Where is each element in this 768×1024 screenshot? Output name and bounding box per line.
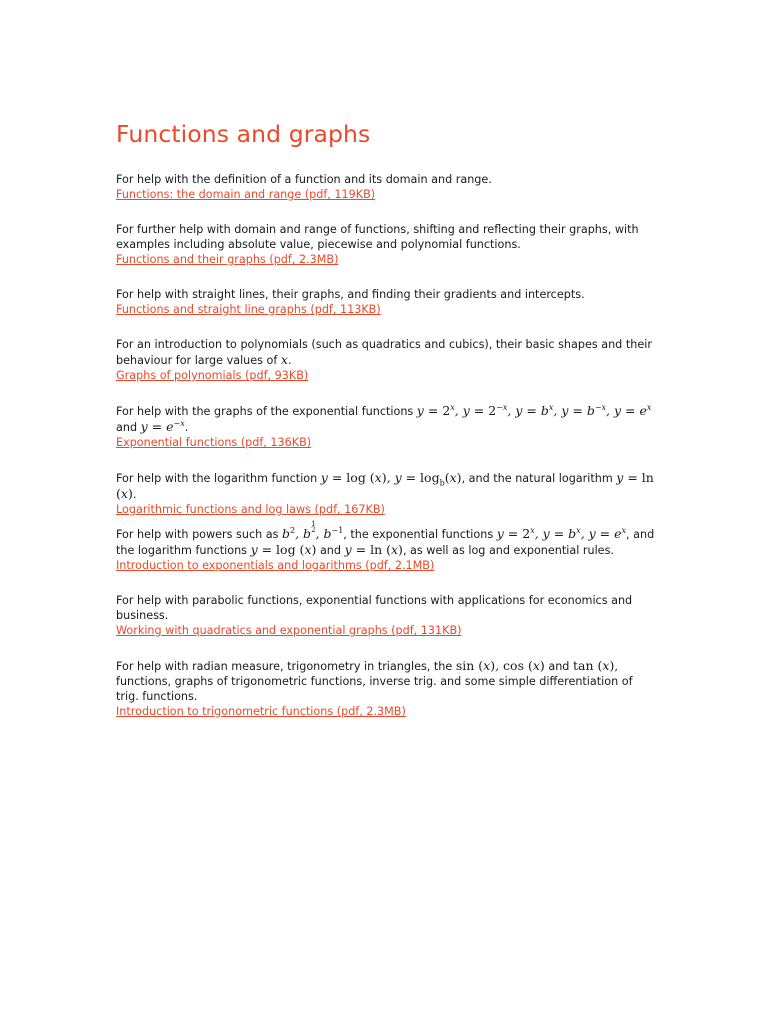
math-ln-function: y = ln (x) (344, 542, 403, 557)
resource-item-exponential (116, 403, 656, 450)
math-sin-cos: sin (x), cos (x) (455, 658, 545, 673)
resource-item-polynomials (116, 337, 656, 383)
description-text: For help with the graphs of the exponential functions (116, 405, 414, 418)
description-text: , as well as log and exponential rules. (402, 544, 614, 557)
resource-link-exponential[interactable]: Exponential functions (pdf, 136KB) (116, 436, 312, 449)
resource-description: For help with powers such as $b^2$, b1 2, $b^{-1}$, the exponential functions y = 2$^x$, $y = b^x$, $y = e^x$, and the logarithm functions y = log (x) and y = ln (x), as well as log and exponential rules. (116, 520, 655, 557)
description-text: For help with radian measure, trigonometry in triangles, the (116, 660, 453, 673)
resource-link-quadratics[interactable]: Working with quadratics and exponential graphs (pdf, 131KB) (116, 624, 462, 637)
page-title: Functions and graphs (116, 120, 371, 148)
resource-item-domain-range (116, 172, 656, 202)
description-text: and (319, 544, 342, 557)
document-page (116, 116, 656, 739)
math-exponentials: y = 2$^x$, $y = 2^{-x}$, $y = b^x$, $y = b^{-x}$, $y = e^x$ (416, 402, 652, 418)
math-tan: tan (x) (572, 658, 615, 673)
resource-description: For help with straight lines, their graphs, and finding their gradients and intercepts. (116, 288, 585, 301)
resource-description: For help with the graphs of the exponential functions y = 2$^x$, $y = 2^{-x}$, $y = b^x$, $y = b^{-x}$, $y = e^x$ and $y = e^{-x}$. (116, 402, 652, 434)
math-log: y = log (x), $y = \log_b(x)$ (320, 470, 462, 488)
description-text: , and the natural logarithm (461, 472, 613, 485)
math-e-neg-x: $y = e^{-x}$ (140, 418, 185, 434)
resource-item-logarithm (116, 470, 656, 517)
resource-link-trigonometry[interactable]: Introduction to trigonometric functions (pdf, 2.3MB) (116, 705, 406, 718)
resource-description: For an introduction to polynomials (such as quadratics and cubics), their basic shapes and their behaviour for large values of x. (116, 338, 652, 367)
resource-link-exp-log-intro[interactable]: Introduction to exponentials and logarithms (pdf, 2.1MB) (116, 559, 435, 572)
resource-link-domain-range[interactable]: Functions: the domain and range (pdf, 119KB) (116, 188, 376, 201)
math-log-functions: y = log (x) (250, 542, 317, 557)
resource-description: For help with the definition of a function and its domain and range. (116, 173, 492, 186)
resource-description: For further help with domain and range of functions, shifting and reflecting their graphs, with examples including absolute value, piecewise and polynomial functions. (116, 223, 639, 251)
resource-item-exp-log-intro (116, 521, 656, 573)
description-text: functions, graphs of trigonometric functions, inverse trig. and some simple differentiation of trig. functions. (116, 675, 633, 703)
description-text: and (548, 660, 570, 673)
math-powers: $b^2$, b1 2, $b^{-1}$ (282, 520, 344, 541)
resource-item-trigonometry (116, 658, 656, 719)
resource-link-logarithm[interactable]: Logarithmic functions and log laws (pdf, 167KB) (116, 503, 385, 516)
math-x: x (280, 352, 288, 367)
description-text: For help with powers such as (116, 528, 279, 541)
resource-description: For help with radian measure, trigonometry in triangles, the sin (x), cos (x) and tan (x), functions, graphs of trigonometric functions, inverse trig. and some simple differentiation of trig. functions. (116, 658, 633, 703)
resource-description: For help with parabolic functions, exponential functions with applications for economics and business. (116, 594, 633, 622)
description-text: , the exponential functions (343, 528, 494, 541)
resource-link-straight-lines[interactable]: Functions and straight line graphs (pdf, 113KB) (116, 303, 381, 316)
resource-link-functions-graphs[interactable]: Functions and their graphs (pdf, 2.3MB) (116, 253, 339, 266)
resource-item-straight-lines (116, 287, 656, 317)
description-text: and (116, 421, 138, 434)
description-text: and the logarithm functions (116, 528, 655, 557)
description-text: For an introduction to polynomials (such as quadratics and cubics), their basic shapes and their behaviour for large values of (116, 338, 652, 367)
resource-description: For help with the logarithm function y = log (x), $y = \log_b(x)$, and the natural logarithm y = ln (x). (116, 470, 654, 501)
resource-link-polynomials[interactable]: Graphs of polynomials (pdf, 93KB) (116, 369, 309, 382)
math-ln: y = ln (x) (116, 470, 654, 501)
resource-item-functions-graphs (116, 222, 656, 267)
resource-item-quadratics (116, 593, 656, 638)
description-text: For help with the logarithm function (116, 472, 318, 485)
math-exp-functions: y = 2$^x$, $y = b^x$, $y = e^x$ (496, 525, 627, 541)
